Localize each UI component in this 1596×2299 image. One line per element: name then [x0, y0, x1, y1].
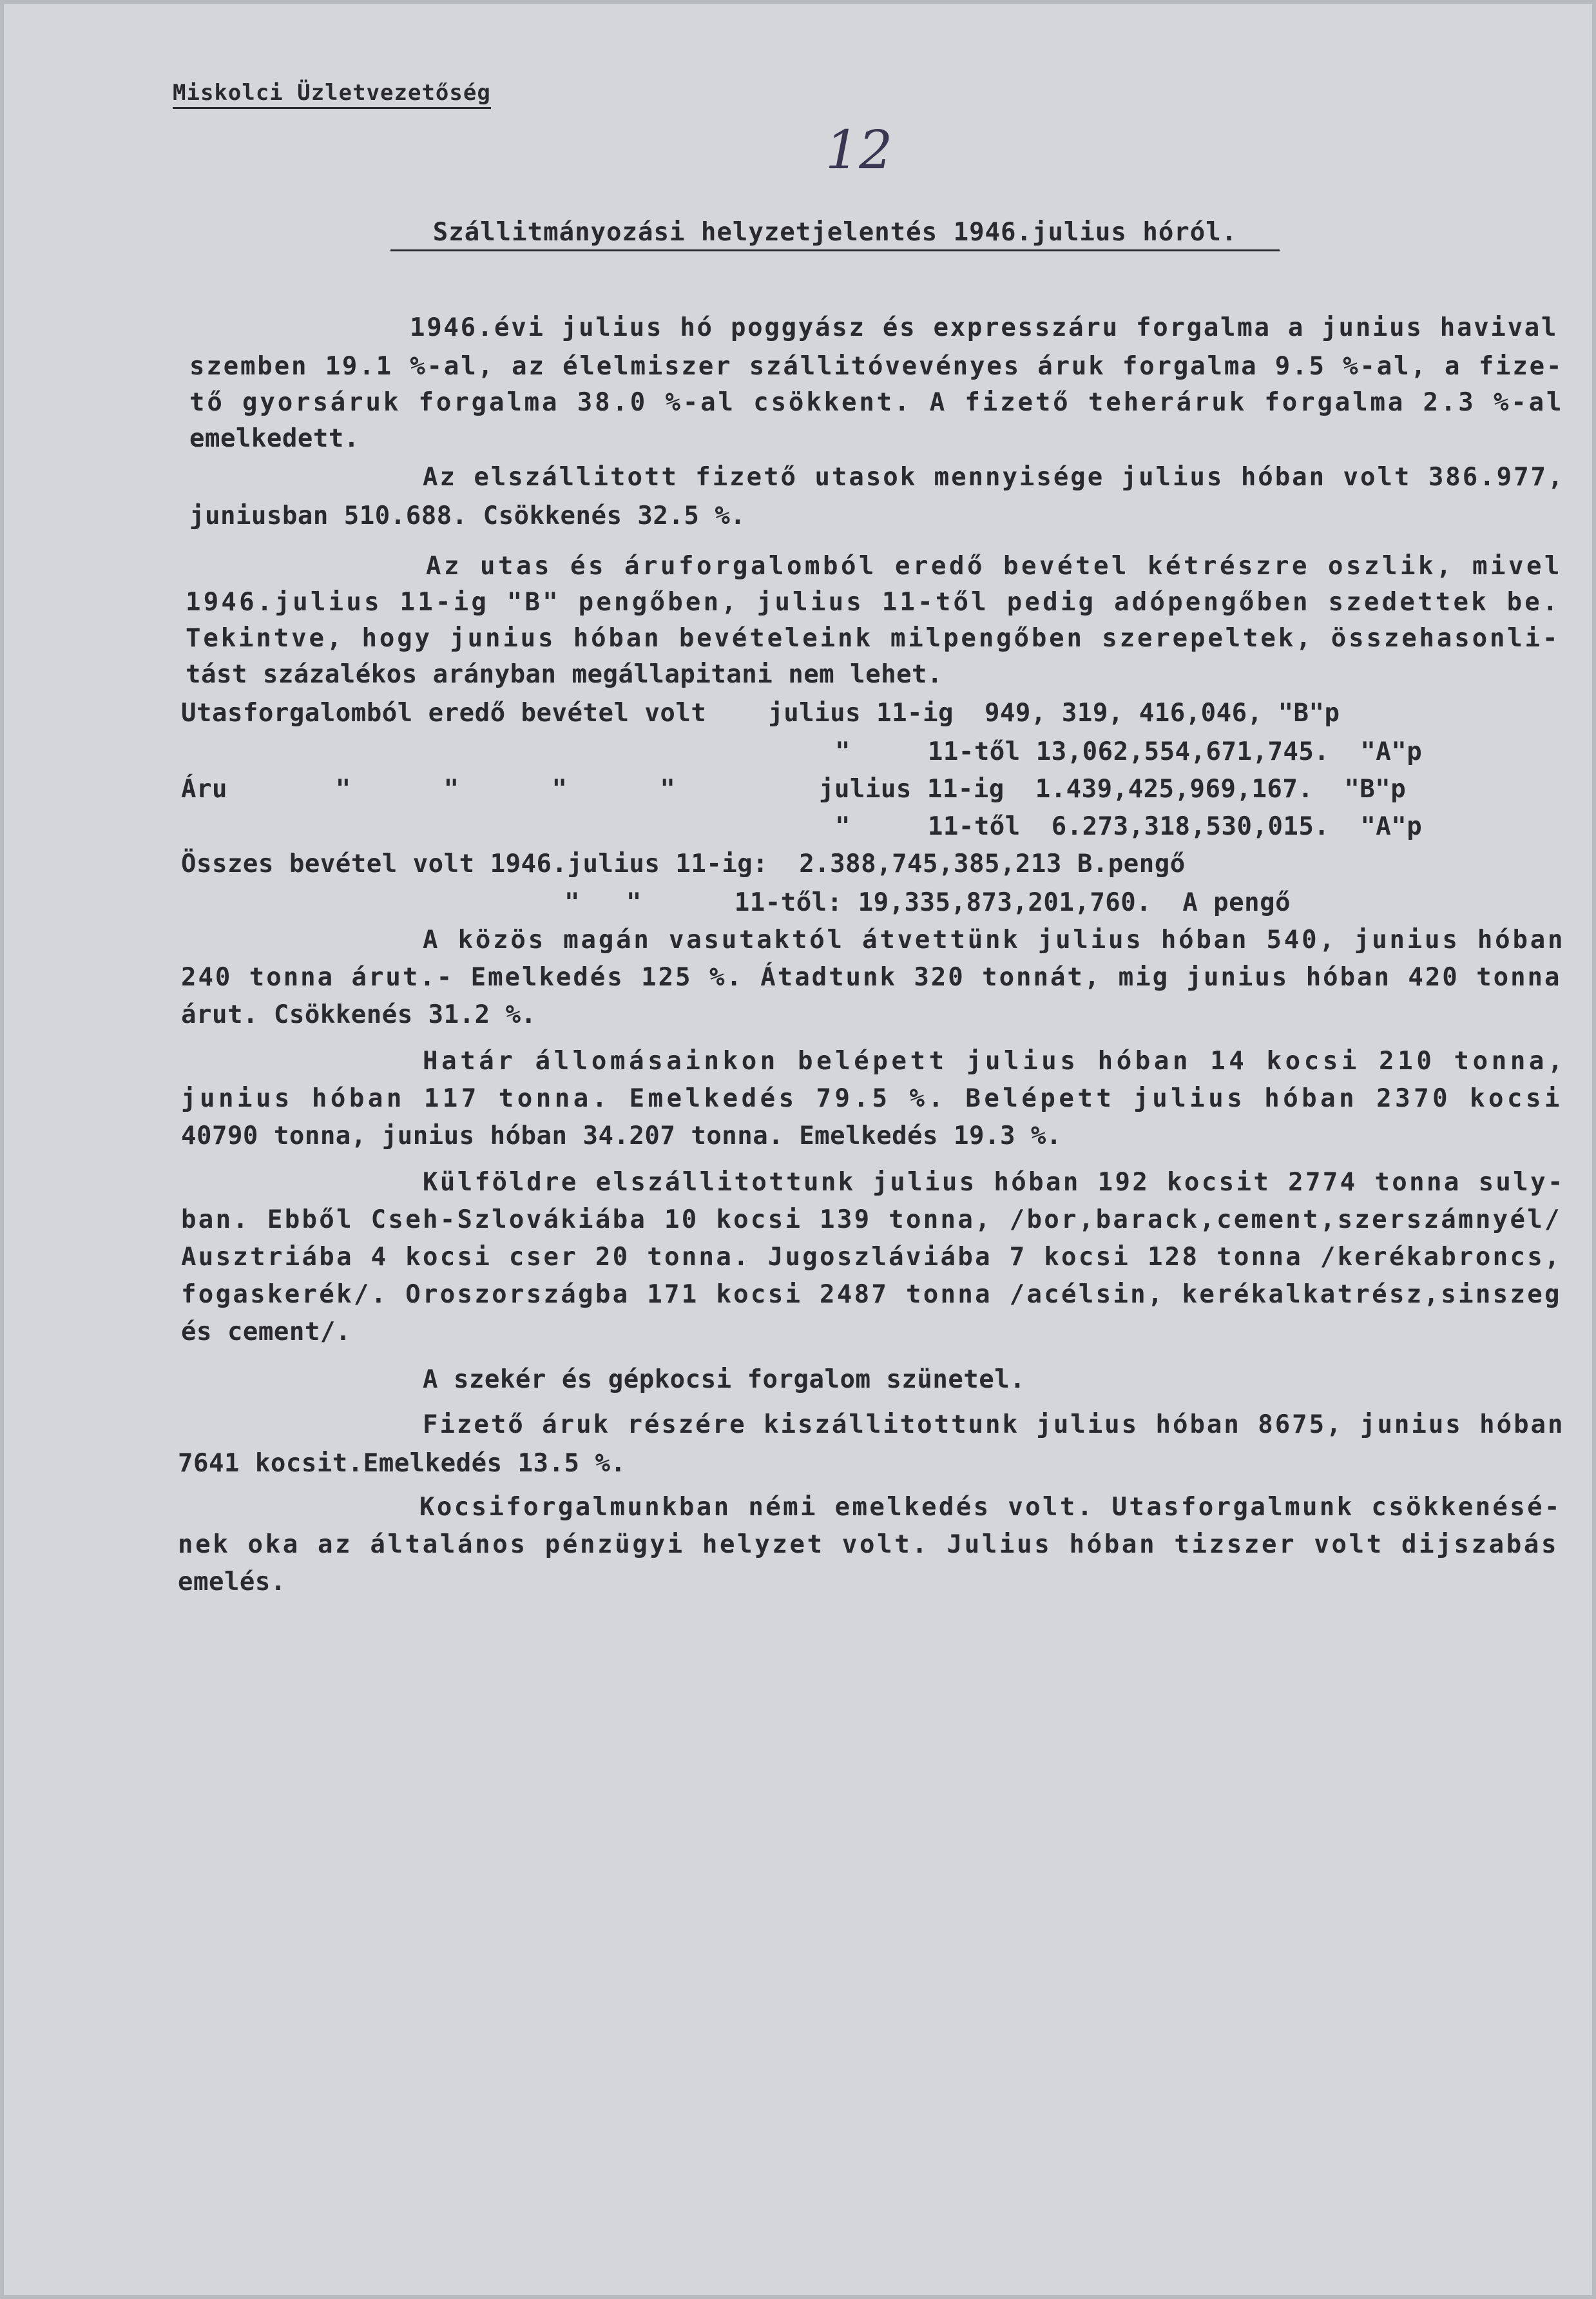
text-line: Utasforgalomból eredő bevétel volt julius 11-ig 949, 319, 416,046, "B"p	[181, 699, 1340, 728]
text-line: Határ állomásainkon belépett julius hóban 14 kocsi 210 tonna,	[423, 1047, 1567, 1076]
text-line: julius 11-ig 1.439,425,969,167. "B"p	[819, 775, 1407, 804]
text-line: " " 11-től: 19,335,873,201,760. A pengő	[564, 888, 1291, 917]
text-line: tő gyorsáruk forgalma 38.0 %-al csökkent. A fizető teheráruk forgalma 2.3 %-al	[189, 388, 1564, 417]
text-line: Külföldre elszállitottunk julius hóban 192 kocsit 2774 tonna suly-	[423, 1168, 1565, 1197]
text-line: Kocsiforgalmunkban némi emelkedés volt. Utasforgalmunk csökkenésé-	[419, 1493, 1562, 1522]
text-line: Tekintve, hogy junius hóban bevételeink milpengőben szerepeltek, összehasonli-	[186, 624, 1561, 653]
text-line: emelkedett.	[189, 424, 360, 453]
text-line: szemben 19.1 %-al, az élelmiszer szállitóvevényes áruk forgalma 9.5 %-al, a fize-	[189, 352, 1564, 381]
text-line: 240 tonna árut.- Emelkedés 125 %. Átadtunk 320 tonnát, mig junius hóban 420 tonna	[181, 963, 1562, 992]
text-line: junius hóban 117 tonna. Emelkedés 79.5 %. Belépett julius hóban 2370 kocsi	[181, 1084, 1563, 1113]
text-line: Az utas és áruforgalomból eredő bevétel kétrészre oszlik, mivel	[426, 552, 1563, 581]
text-line: árut. Csökkenés 31.2 %.	[181, 1000, 537, 1029]
text-line: 40790 tonna, junius hóban 34.207 tonna. Emelkedés 19.3 %.	[181, 1121, 1062, 1150]
text-line: emelés.	[178, 1567, 286, 1596]
office-heading: Miskolci Üzletvezetőség	[173, 80, 491, 109]
text-line: A szekér és gépkocsi forgalom szünetel.	[423, 1365, 1026, 1394]
text-line: Áru " " " "	[181, 775, 676, 804]
text-line: 1946.julius 11-ig "B" pengőben, julius 11-től pedig adópengőben szedettek be.	[186, 588, 1561, 617]
document-title: Szállitmányozási helyzetjelentés 1946.julius hóról.	[390, 218, 1280, 251]
text-line: Ausztriába 4 kocsi cser 20 tonna. Jugoszláviába 7 kocsi 128 tonna /kerékabroncs,	[181, 1243, 1562, 1272]
text-line: Fizető áruk részére kiszállitottunk julius hóban 8675, junius hóban	[423, 1410, 1565, 1439]
text-line: Az elszállitott fizető utasok mennyisége julius hóban volt 386.977,	[423, 463, 1565, 492]
text-line: nek oka az általános pénzügyi helyzet volt. Julius hóban tizszer volt dijszabás	[178, 1530, 1559, 1559]
text-line: tást százalékos arányban megállapitani nem lehet.	[186, 660, 943, 689]
text-line: ban. Ebből Cseh-Szlovákiába 10 kocsi 139 tonna, /bor,barack,cement,szerszámnyél/	[181, 1205, 1562, 1234]
text-line: " 11-től 13,062,554,671,745. "A"p	[835, 737, 1423, 766]
text-line: A közös magán vasutaktól átvettünk julius hóban 540, junius hóban	[423, 926, 1566, 955]
text-line: fogaskerék/. Oroszországba 171 kocsi 2487 tonna /acélsin, kerékalkatrész,sinszeg	[181, 1280, 1562, 1309]
text-line: " 11-től 6.273,318,530,015. "A"p	[835, 812, 1423, 841]
text-line: és cement/.	[181, 1317, 351, 1346]
page-number: 12	[825, 120, 893, 181]
text-line: juniusban 510.688. Csökkenés 32.5 %.	[189, 501, 746, 530]
text-line: 7641 kocsit.Emelkedés 13.5 %.	[178, 1449, 626, 1478]
text-line: 1946.évi julius hó poggyász és expresszáru forgalma a junius havival	[410, 313, 1559, 342]
text-line: Összes bevétel volt 1946.julius 11-ig: 2.388,745,385,213 B.pengő	[181, 849, 1186, 878]
